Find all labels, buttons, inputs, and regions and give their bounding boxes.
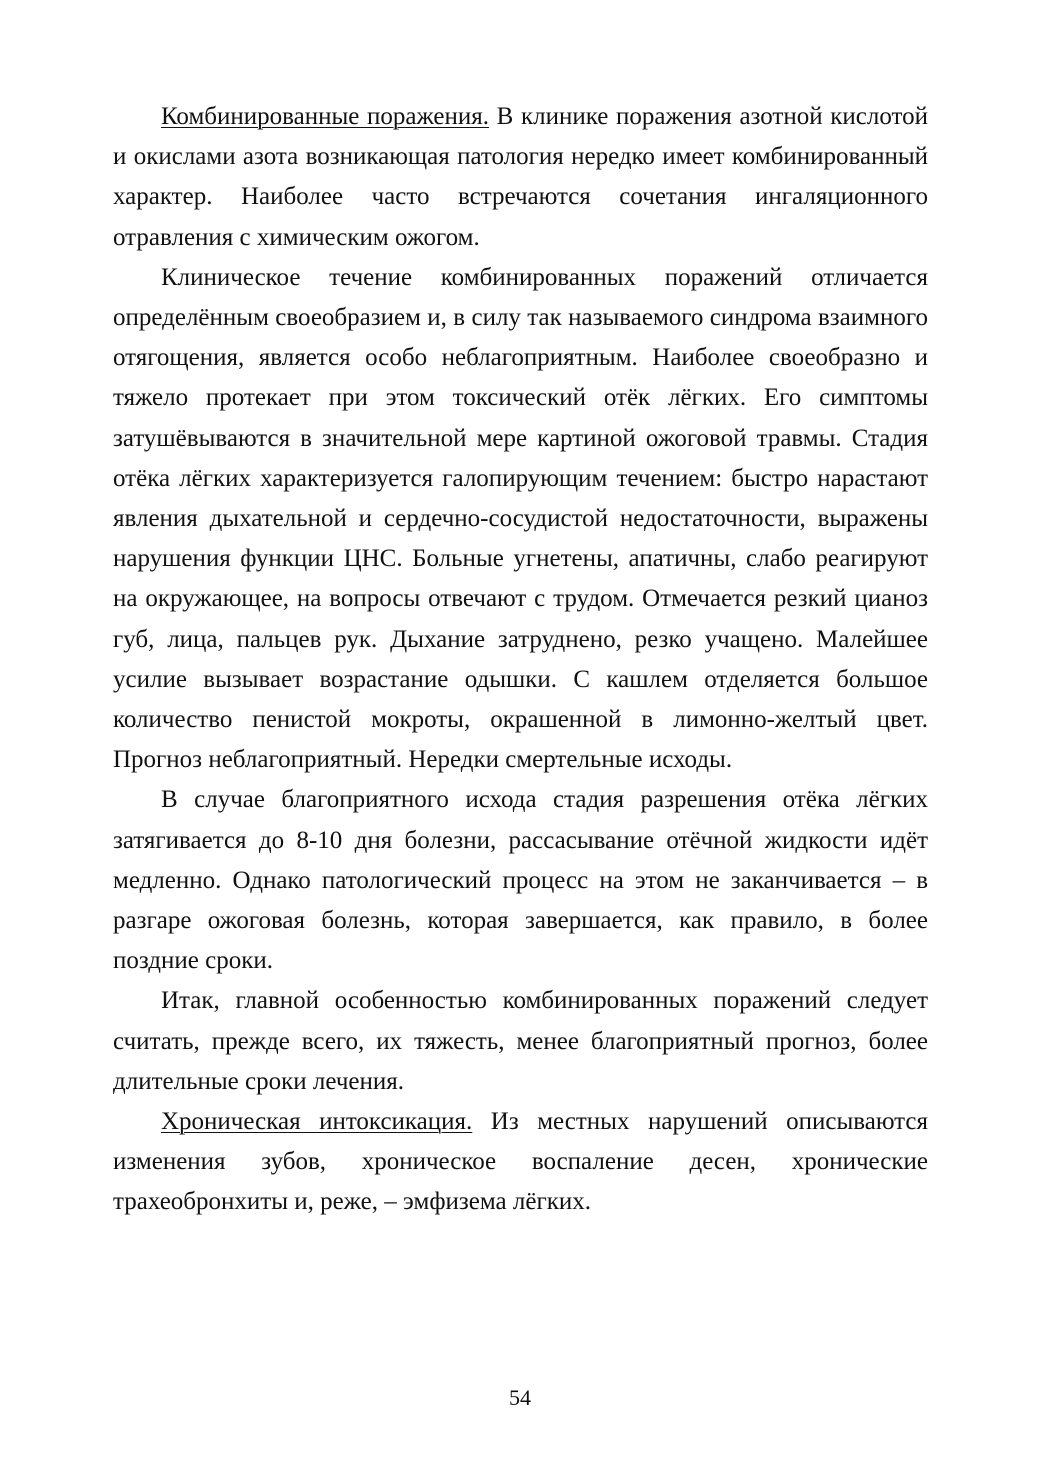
paragraph-text: Из местных нарушений описываются изменения зубов, хроническое воспаление десен, хронические трахеобронхиты и, реже, – эмфизема лёгких. [113, 1108, 928, 1216]
paragraph-clinical-course: Клиническое течение комбинированных поражений отличается определённым своеобразием и, в силу так называемого синдрома взаимного отягощения, является особо неблагоприятным. Наиболее своеобразно и тяжело протекает при этом токсический отёк лёгких. Его симптомы затушёвываются в значительной мере картиной ожоговой травмы. Стадия отёка лёгких характеризуется галопирующим течением: быстро нарастают явления дыхательной и сердечно-сосудистой недостаточности, выражены нарушения функции ЦНС. Больные угнетены, апатичны, слабо реагируют на окружающее, на вопросы отвечают с трудом. Отмечается резкий цианоз губ, лица, пальцев рук. Дыхание затруднено, резко учащено. Малейшее усилие вызывает возрастание одышки. С кашлем отделяется большое количество пенистой мокроты, окрашенной в лимонно-желтый цвет. Прогноз неблагоприятный. Нередки смертельные исходы. [113, 263, 928, 774]
paragraph-favorable-outcome: В случае благоприятного исхода стадия разрешения отёка лёгких затягивается до 8-10 дня болезни, рассасывание отёчной жидкости идёт медленно. Однако патологический процесс на этом не заканчивается – в разгаре ожоговая болезнь, которая завершается, как правило, в более поздние сроки. [113, 786, 928, 975]
paragraph-combined-lesions [113, 97, 928, 258]
paragraph-main-feature: Итак, главной особенностью комбинированных поражений следует считать, прежде всего, их тяжесть, менее благоприятный прогноз, более длительные сроки лечения. [113, 987, 928, 1095]
section-heading-combined-lesions: Комбинированные поражения. [161, 103, 490, 130]
section-heading-chronic-intoxication: Хроническая интоксикация. [161, 1108, 473, 1136]
paragraph-chronic-intoxication [113, 1102, 928, 1223]
paragraph-text: В клинике поражения азотной кислотой и окислами азота возникающая патология нередко имеет комбинированный характер. Наиболее часто встречаются сочетания ингаляционного отравления с химическим ожогом. [113, 103, 929, 251]
page-number: 54 [509, 1385, 531, 1410]
document-body [113, 97, 928, 1223]
